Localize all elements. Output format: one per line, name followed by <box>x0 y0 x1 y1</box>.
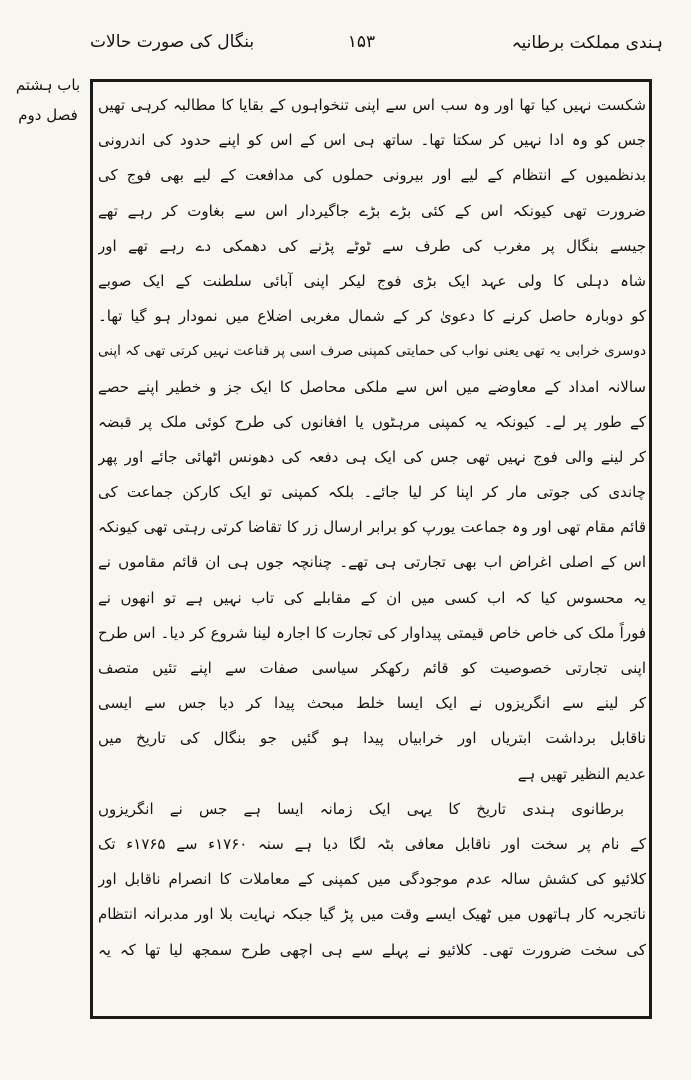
book-title: ہندی مملکت برطانیہ <box>511 33 663 53</box>
body-text <box>98 88 646 1013</box>
text-line: کلائیو کی کشش سالہ عدم موجودگی میں کمپنی کے معاملات کا انصرام ناقابل اور <box>98 870 646 889</box>
chapter-title: بنگال کی صورت حالات <box>90 32 255 52</box>
running-header <box>60 28 663 68</box>
text-line: شاہ دہلی کا ولی عہد ایک بڑی فوج لیکر اپنی آبائی سلطنت کے ایک صوبے <box>98 271 646 290</box>
text-line: جس کو وہ ادا نہیں کر سکتا تھا۔ ساتھ ہی اس کے اس کو اپنے حدود کی اندرونی <box>98 131 646 150</box>
text-line: کے نام پر سخت اور ناقابل معافی بٹہ لگا دیا ہے سنہ ۱۷۶۰ء سے ۱۷۶۵ء تک <box>98 834 646 853</box>
page-number: ۱۵۳ <box>347 32 376 52</box>
chapter-label: باب ہشتم <box>15 76 81 94</box>
text-line: کے طور پر لے۔ کیونکہ یہ کمپنی مرہٹوں یا افغانوں کی طرح کوئی ملک پر قبضہ <box>98 412 646 431</box>
text-line: بدنظمیوں کے انتظام کے لیے اور بیرونی حملوں کی مدافعت کے لیے بھی فوج کی <box>98 166 646 185</box>
section-label: فصل دوم <box>18 106 78 124</box>
text-line: عدیم النظیر تھیں ہے <box>517 764 646 783</box>
text-line: کر لینے والی فوج نہیں تھی جس کی ایک ہی دفعہ کی دھونس اٹھائی جائے اور پھر <box>98 447 646 466</box>
text-line: اپنی تجارتی خصوصیت کو قائم رکھکر سیاسی صفات سے اپنے تئیں متصف <box>98 659 646 677</box>
text-line: شکست نہیں کیا تھا اور وہ سب اس سے اپنی تنخواہوں کے بقایا کا مطالبہ کرہی تھیں <box>98 96 646 114</box>
text-line: ناقابل برداشت ابتریاں اور خرابیاں پیدا ہو گئیں جو بنگال کی تاریخ میں <box>98 729 646 748</box>
text-line: برطانوی ہندی تاریخ کا یہی ایک زمانہ ایسا ہے جس نے انگریزوں <box>98 799 624 818</box>
text-line: اس کے اصلی اغراض اب بھی تجارتی ہی تھے۔ چنانچہ جوں ہی ان قائم مقاموں نے <box>98 553 646 572</box>
text-line: قائم مقام تھی اور وہ جماعت یورپ کو برابر ارسال زر کا تقاضا کرتی رہتی تھی کیونکہ <box>98 518 646 537</box>
text-line: چاندی کی جوتی مار کر اپنا کر لیا جائے۔ بلکہ کمپنی تو ایک کارکن جماعت کی <box>98 483 646 502</box>
text-line: کی سخت ضرورت تھی۔ کلائیو نے پہلے سے ہی اچھی طرح سمجھ لیا تھا کہ یہ <box>98 940 646 959</box>
text-line: فوراً ملک کی خاص خاص قیمتی پیداوار کی تجارت کا اجارہ لینا شروع کر دیا۔ اس طرح <box>98 623 646 642</box>
text-line: کر لینے سے انگریزوں نے ایک ایسا خلط مبحث پیدا کر دیا جس سے ایسی <box>98 694 646 713</box>
text-line: یہ محسوس کیا کہ اب کسی میں ان کے مقابلے کی تاب نہیں ہے تو انھوں نے <box>98 588 646 607</box>
text-line: جیسے بنگال پر مغرب کی طرف سے ٹوٹے پڑنے کی دھمکی دے رہے تھے اور <box>98 236 646 255</box>
margin-note <box>12 70 84 130</box>
text-line: دوسری خرابی یہ تھی یعنی نواب کی حمایتی کمپنی صرف اسی پر قناعت نہیں کرتی تھی کہ اپنی <box>98 343 646 360</box>
text-line: ناتجربہ کار ہاتھوں میں ٹھیک ایسے وقت میں پڑ گیا جبکہ نہایت بلا اور مدبرانہ انتظام <box>98 905 646 924</box>
text-line: سالانہ امداد کے معاوضے میں اس سے ملکی محاصل کا ایک جز و خطیر اپنے حصے <box>98 377 646 396</box>
text-line: کو دوبارہ حاصل کرنے کا دعویٰ کر کے شمال مغربی اضلاع میں نمودار ہو گیا تھا۔ <box>98 307 646 326</box>
text-line: ضرورت تھی کیونکہ اس کے کئی بڑے بڑے جاگیردار اس سے بغاوت کر رہے تھے <box>98 201 646 220</box>
